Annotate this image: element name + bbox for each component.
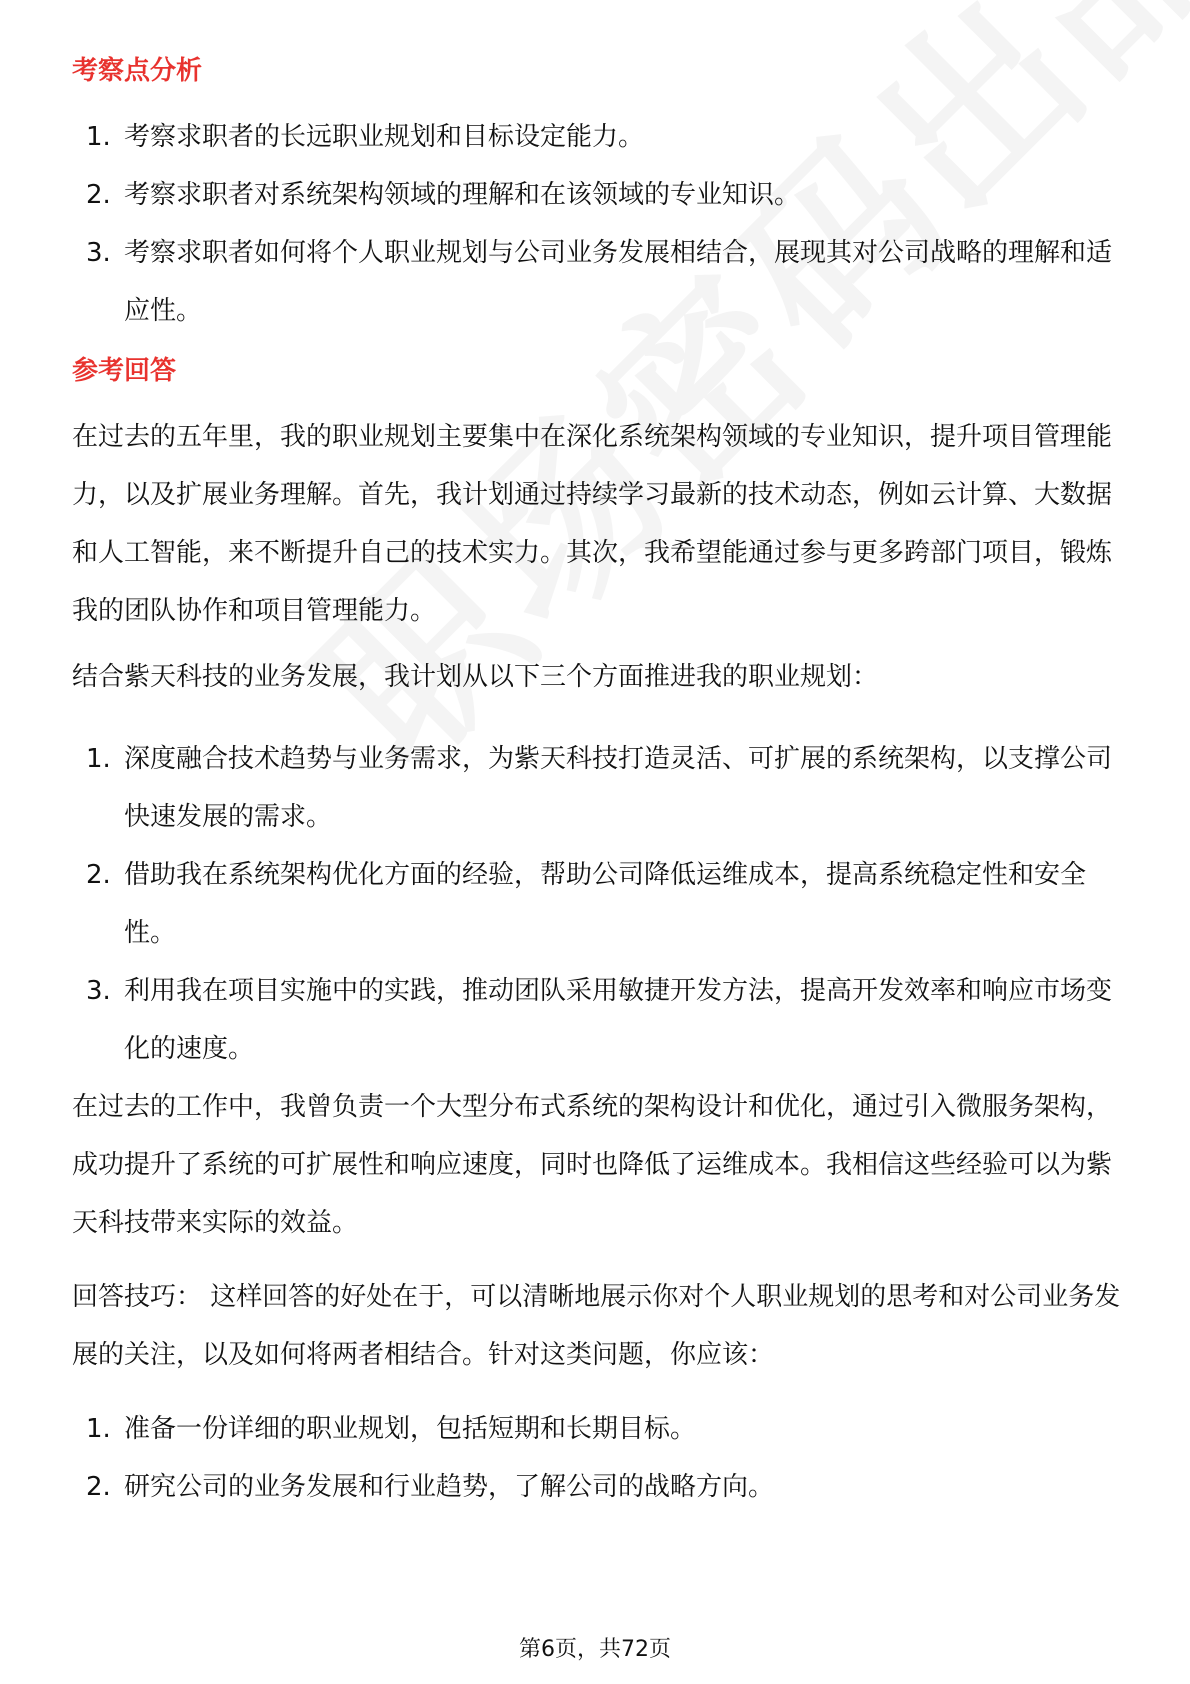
page-number: 第6页，共72页 xyxy=(519,1637,671,1662)
list-number: 1. xyxy=(86,1414,111,1444)
list-item xyxy=(72,108,1122,166)
list-number: 3. xyxy=(86,238,111,268)
list-number: 2. xyxy=(86,860,111,890)
tips-list xyxy=(72,1400,1122,1516)
list-number: 3. xyxy=(86,976,111,1006)
answer-paragraph-1: 在过去的五年里，我的职业规划主要集中在深化系统架构领域的专业知识，提升项目管理能力，以及扩展业务理解。首先，我计划通过持续学习最新的技术动态，例如云计算、大数据和人工智能，来不断提升自己的技术实力。其次，我希望能通过参与更多跨部门项目，锻炼我的团队协作和项目管理能力。 xyxy=(72,422,1113,626)
list-item-text: 准备一份详细的职业规划，包括短期和长期目标。 xyxy=(124,1414,697,1444)
list-number: 1. xyxy=(86,122,111,152)
list-item-text: 借助我在系统架构优化方面的经验，帮助公司降低运维成本，提高系统稳定性和安全性。 xyxy=(124,860,1087,948)
answer-tips-paragraph: 回答技巧： 这样回答的好处在于，可以清晰地展示你对个人职业规划的思考和对公司业务发展的关注，以及如何将两者相结合。针对这类问题，你应该： xyxy=(72,1282,1121,1370)
list-number: 2. xyxy=(86,1472,111,1502)
answer-paragraph-3: 在过去的工作中，我曾负责一个大型分布式系统的架构设计和优化，通过引入微服务架构，成功提升了系统的可扩展性和响应速度，同时也降低了运维成本。我相信这些经验可以为紫天科技带来实际的效益。 xyxy=(72,1092,1113,1238)
section-heading-analysis: 考察点分析 xyxy=(72,56,203,86)
list-item-text: 考察求职者对系统架构领域的理解和在该领域的专业知识。 xyxy=(124,180,801,210)
list-item-text: 深度融合技术趋势与业务需求，为紫天科技打造灵活、可扩展的系统架构，以支撑公司快速发展的需求。 xyxy=(124,744,1113,832)
answer-paragraph-2: 结合紫天科技的业务发展，我计划从以下三个方面推进我的职业规划： xyxy=(72,662,879,692)
list-number: 2. xyxy=(86,180,111,210)
section-heading-answer: 参考回答 xyxy=(72,356,177,386)
analysis-list xyxy=(72,108,1122,340)
list-item-text: 研究公司的业务发展和行业趋势，了解公司的战略方向。 xyxy=(124,1472,775,1502)
list-item xyxy=(72,224,1122,340)
plan-list xyxy=(72,730,1122,1078)
list-item xyxy=(72,730,1122,846)
list-item xyxy=(72,1458,1122,1516)
list-item xyxy=(72,846,1122,962)
list-number: 1. xyxy=(86,744,111,774)
list-item-text: 利用我在项目实施中的实践，推动团队采用敏捷开发方法，提高开发效率和响应市场变化的速度。 xyxy=(124,976,1113,1064)
list-item xyxy=(72,962,1122,1078)
list-item-text: 考察求职者如何将个人职业规划与公司业务发展相结合，展现其对公司战略的理解和适应性。 xyxy=(124,238,1113,326)
list-item xyxy=(72,166,1122,224)
list-item-text: 考察求职者的长远职业规划和目标设定能力。 xyxy=(124,122,645,152)
list-item xyxy=(72,1400,1122,1458)
